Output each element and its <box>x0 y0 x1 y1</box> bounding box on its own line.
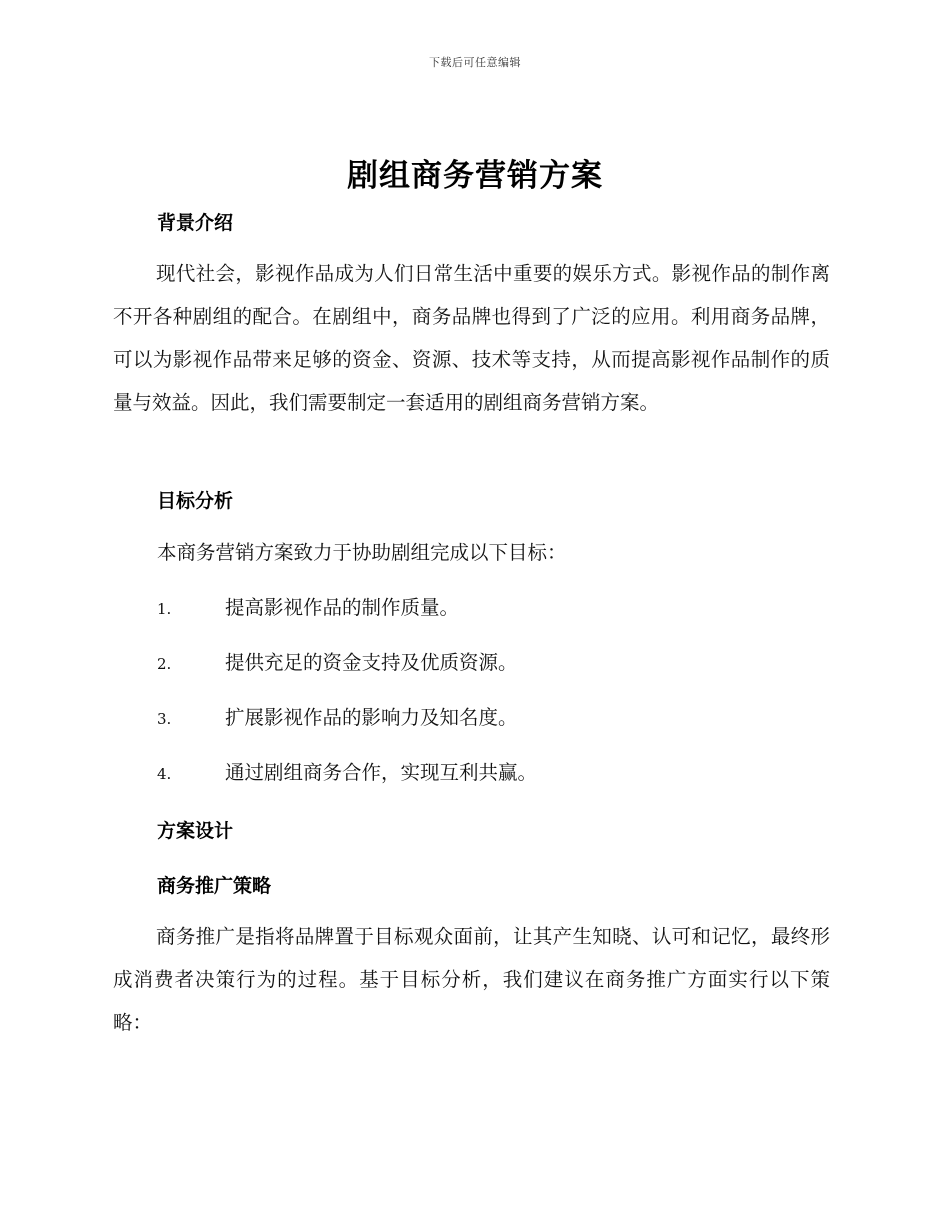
heading-design: 方案设计 <box>157 820 234 842</box>
document-title: 剧组商务营销方案 <box>347 158 603 194</box>
list-item <box>157 758 837 789</box>
list-item <box>157 593 837 624</box>
list-item-number: 4. <box>157 765 172 783</box>
heading-background: 背景介绍 <box>157 212 234 234</box>
paragraph-goals-intro: 本商务营销方案致力于协助剧组完成以下目标： <box>157 541 567 564</box>
list-item-text: 通过剧组商务合作，实现互利共赢。 <box>225 761 538 784</box>
list-item <box>157 703 837 734</box>
paragraph-background: 现代社会，影视作品成为人们日常生活中重要的娱乐方式。影视作品的制作离不开各种剧组的配合。在剧组中，商务品牌也得到了广泛的应用。利用商务品牌，可以为影视作品带来足够的资金、资源、技术等支持，从而提高影视作品制作的质量与效益。因此，我们需要制定一套适用的剧组商务营销方案。 <box>113 262 830 414</box>
list-item <box>157 648 837 679</box>
list-item-number: 1. <box>157 600 172 618</box>
heading-goals: 目标分析 <box>157 490 234 512</box>
list-item-text: 提供充足的资金支持及优质资源。 <box>225 651 518 674</box>
list-item-number: 3. <box>157 710 172 728</box>
list-item-text: 扩展影视作品的影响力及知名度。 <box>225 706 518 729</box>
list-item-number: 2. <box>157 655 172 673</box>
paragraph-promotion: 商务推广是指将品牌置于目标观众面前，让其产生知晓、认可和记忆，最终形成消费者决策行为的过程。基于目标分析，我们建议在商务推广方面实行以下策略： <box>113 925 830 1034</box>
list-item-text: 提高影视作品的制作质量。 <box>225 596 460 619</box>
heading-promotion: 商务推广策略 <box>157 875 272 897</box>
header-note: 下载后可任意编辑 <box>429 56 521 69</box>
